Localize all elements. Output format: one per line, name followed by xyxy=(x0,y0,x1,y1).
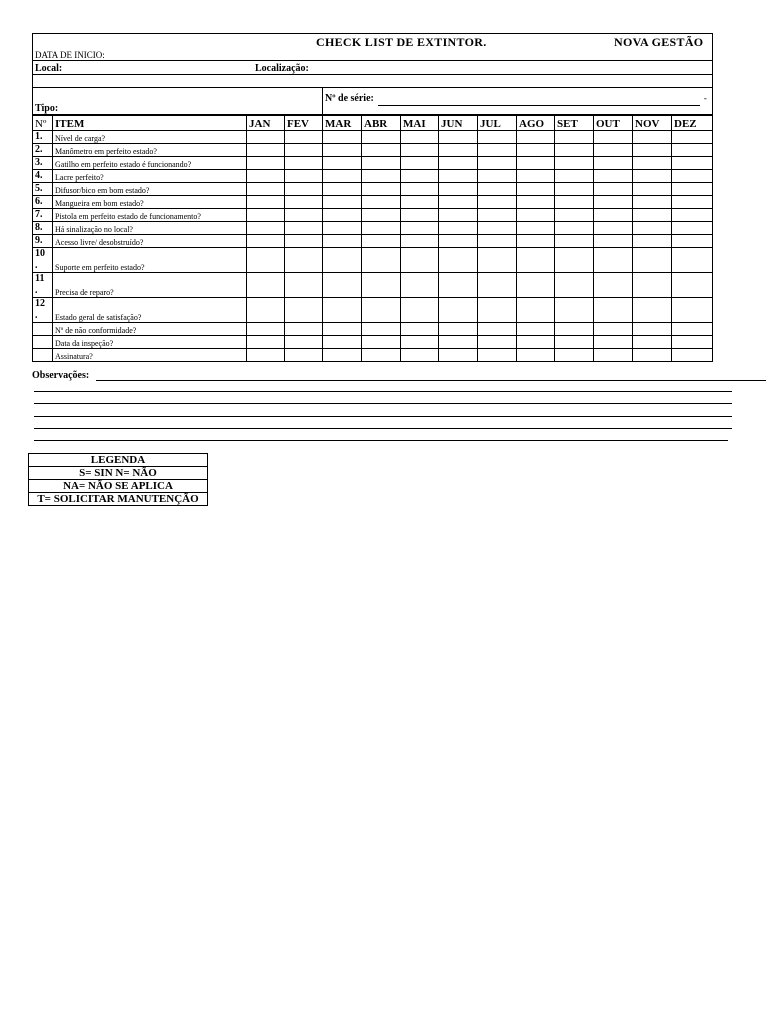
month-header: JUL xyxy=(478,116,517,131)
month-cell[interactable] xyxy=(323,323,362,336)
month-cell[interactable] xyxy=(478,248,517,273)
row-item: Pistola em perfeito estado de funcionamento? xyxy=(53,209,247,222)
month-cell[interactable] xyxy=(594,222,633,235)
row-number: 9. xyxy=(33,235,53,248)
observacoes-line xyxy=(34,428,732,429)
month-cell[interactable] xyxy=(672,131,713,144)
month-cell[interactable] xyxy=(285,235,323,248)
month-cell[interactable] xyxy=(672,144,713,157)
month-cell[interactable] xyxy=(478,209,517,222)
month-cell[interactable] xyxy=(633,131,672,144)
month-cell[interactable] xyxy=(555,157,594,170)
table-row xyxy=(33,144,713,157)
month-cell[interactable] xyxy=(594,323,633,336)
month-cell[interactable] xyxy=(517,170,555,183)
month-cell[interactable] xyxy=(439,336,478,349)
title-row xyxy=(33,34,713,61)
month-cell[interactable] xyxy=(633,235,672,248)
month-cell[interactable] xyxy=(362,131,401,144)
month-cell[interactable] xyxy=(478,144,517,157)
table-row xyxy=(33,349,713,362)
month-cell[interactable] xyxy=(439,157,478,170)
month-cell[interactable] xyxy=(594,336,633,349)
month-cell[interactable] xyxy=(401,144,439,157)
month-cell[interactable] xyxy=(362,157,401,170)
month-cell[interactable] xyxy=(633,248,672,273)
col-num-header: Nº xyxy=(33,116,53,131)
month-cell[interactable] xyxy=(247,131,285,144)
month-cell[interactable] xyxy=(247,170,285,183)
local-label: Local: xyxy=(35,63,63,74)
month-cell[interactable] xyxy=(478,196,517,209)
observacoes-line xyxy=(34,403,732,404)
data-inicio-label: DATA DE INICIO: xyxy=(35,50,105,60)
table-row xyxy=(33,235,713,248)
month-cell[interactable] xyxy=(401,336,439,349)
row-number: 8. xyxy=(33,222,53,235)
local-row xyxy=(33,61,713,75)
month-cell[interactable] xyxy=(247,222,285,235)
month-cell[interactable] xyxy=(439,170,478,183)
month-cell[interactable] xyxy=(323,183,362,196)
month-cell[interactable] xyxy=(478,336,517,349)
month-cell[interactable] xyxy=(555,273,594,298)
month-cell[interactable] xyxy=(517,273,555,298)
month-cell[interactable] xyxy=(439,196,478,209)
tipo-cell xyxy=(33,88,323,115)
month-cell[interactable] xyxy=(517,298,555,323)
table-row xyxy=(33,131,713,144)
month-cell[interactable] xyxy=(594,209,633,222)
month-cell[interactable] xyxy=(247,144,285,157)
month-cell[interactable] xyxy=(401,235,439,248)
month-cell[interactable] xyxy=(362,209,401,222)
table-row xyxy=(33,248,713,273)
month-cell[interactable] xyxy=(285,170,323,183)
month-cell[interactable] xyxy=(555,336,594,349)
month-cell[interactable] xyxy=(362,349,401,362)
month-cell[interactable] xyxy=(285,222,323,235)
table-row xyxy=(33,170,713,183)
month-cell[interactable] xyxy=(594,170,633,183)
month-cell[interactable] xyxy=(478,157,517,170)
row-item: Data da inspeção? xyxy=(53,336,247,349)
month-cell[interactable] xyxy=(247,323,285,336)
month-cell[interactable] xyxy=(594,196,633,209)
month-cell[interactable] xyxy=(672,235,713,248)
month-cell[interactable] xyxy=(401,170,439,183)
table-row xyxy=(33,336,713,349)
month-cell[interactable] xyxy=(594,144,633,157)
month-cell[interactable] xyxy=(594,131,633,144)
month-cell[interactable] xyxy=(478,222,517,235)
month-cell[interactable] xyxy=(555,248,594,273)
month-cell[interactable] xyxy=(594,183,633,196)
table-row xyxy=(33,196,713,209)
month-cell[interactable] xyxy=(285,183,323,196)
month-cell[interactable] xyxy=(247,183,285,196)
month-cell[interactable] xyxy=(285,157,323,170)
row-item: Nº de não conformidade? xyxy=(53,323,247,336)
month-cell[interactable] xyxy=(323,170,362,183)
month-cell[interactable] xyxy=(633,273,672,298)
month-cell[interactable] xyxy=(517,235,555,248)
row-item: Precisa de reparo? xyxy=(53,273,247,298)
row-item: Nível de carga? xyxy=(53,131,247,144)
month-cell[interactable] xyxy=(247,273,285,298)
month-cell[interactable] xyxy=(672,170,713,183)
row-item: Há sinalização no local? xyxy=(53,222,247,235)
table-row xyxy=(33,157,713,170)
serie-underline xyxy=(378,95,700,106)
month-cell[interactable] xyxy=(555,222,594,235)
month-cell[interactable] xyxy=(555,349,594,362)
month-cell[interactable] xyxy=(517,183,555,196)
row-item: Assinatura? xyxy=(53,349,247,362)
month-cell[interactable] xyxy=(285,273,323,298)
table-row xyxy=(33,273,713,298)
month-cell[interactable] xyxy=(247,298,285,323)
month-cell[interactable] xyxy=(517,323,555,336)
month-cell[interactable] xyxy=(247,157,285,170)
month-cell[interactable] xyxy=(633,183,672,196)
month-cell[interactable] xyxy=(362,323,401,336)
month-cell[interactable] xyxy=(478,349,517,362)
month-cell[interactable] xyxy=(633,209,672,222)
month-cell[interactable] xyxy=(247,209,285,222)
month-cell[interactable] xyxy=(439,183,478,196)
observacoes-label: Observações: xyxy=(32,370,90,381)
legend-line: NA= NÃO SE APLICA xyxy=(29,480,208,493)
month-cell[interactable] xyxy=(672,349,713,362)
month-cell[interactable] xyxy=(672,196,713,209)
row-item: Gatilho em perfeito estado é funcionando? xyxy=(53,157,247,170)
month-cell[interactable] xyxy=(555,131,594,144)
month-cell[interactable] xyxy=(672,323,713,336)
table-header-row xyxy=(33,116,713,131)
brand-name: NOVA GESTÃO xyxy=(614,35,704,49)
month-cell[interactable] xyxy=(478,235,517,248)
month-cell[interactable] xyxy=(401,298,439,323)
month-cell[interactable] xyxy=(517,336,555,349)
row-number: 11 . xyxy=(33,273,53,298)
observacoes-line xyxy=(96,380,766,381)
row-number: 6. xyxy=(33,196,53,209)
row-item: Acesso livre/ desobstruído? xyxy=(53,235,247,248)
month-cell[interactable] xyxy=(633,349,672,362)
month-cell[interactable] xyxy=(362,222,401,235)
month-cell[interactable] xyxy=(247,248,285,273)
checklist-table xyxy=(32,115,713,362)
month-cell[interactable] xyxy=(247,235,285,248)
month-cell[interactable] xyxy=(633,196,672,209)
month-cell[interactable] xyxy=(401,157,439,170)
row-number xyxy=(33,336,53,349)
month-cell[interactable] xyxy=(362,336,401,349)
month-cell[interactable] xyxy=(439,235,478,248)
month-cell[interactable] xyxy=(401,209,439,222)
month-cell[interactable] xyxy=(478,170,517,183)
month-cell[interactable] xyxy=(555,298,594,323)
month-cell[interactable] xyxy=(323,298,362,323)
row-number: 4. xyxy=(33,170,53,183)
month-cell[interactable] xyxy=(439,144,478,157)
month-cell[interactable] xyxy=(594,235,633,248)
serie-trailing: - xyxy=(703,93,707,103)
month-cell[interactable] xyxy=(517,144,555,157)
month-cell[interactable] xyxy=(517,222,555,235)
month-cell[interactable] xyxy=(594,349,633,362)
month-header: JAN xyxy=(247,116,285,131)
blank-row xyxy=(33,75,713,88)
month-cell[interactable] xyxy=(672,273,713,298)
month-cell[interactable] xyxy=(555,235,594,248)
month-cell[interactable] xyxy=(323,144,362,157)
month-cell[interactable] xyxy=(285,131,323,144)
legend-line: S= SIN N= NÃO xyxy=(29,467,208,480)
month-cell[interactable] xyxy=(517,349,555,362)
month-cell[interactable] xyxy=(285,209,323,222)
month-cell[interactable] xyxy=(362,196,401,209)
month-cell[interactable] xyxy=(478,273,517,298)
month-cell[interactable] xyxy=(672,209,713,222)
legend-title: LEGENDA xyxy=(29,454,208,467)
month-cell[interactable] xyxy=(517,209,555,222)
month-cell[interactable] xyxy=(362,273,401,298)
month-cell[interactable] xyxy=(555,209,594,222)
month-cell[interactable] xyxy=(633,298,672,323)
header-table xyxy=(32,33,713,115)
month-cell[interactable] xyxy=(323,131,362,144)
month-cell[interactable] xyxy=(478,298,517,323)
month-header: JUN xyxy=(439,116,478,131)
month-cell[interactable] xyxy=(285,298,323,323)
legend-box xyxy=(28,453,208,506)
row-item: Estado geral de satisfação? xyxy=(53,298,247,323)
month-cell[interactable] xyxy=(285,323,323,336)
row-number: 3. xyxy=(33,157,53,170)
month-cell[interactable] xyxy=(323,349,362,362)
month-cell[interactable] xyxy=(401,131,439,144)
month-cell[interactable] xyxy=(285,336,323,349)
row-item: Manômetro em perfeito estado? xyxy=(53,144,247,157)
month-cell[interactable] xyxy=(633,222,672,235)
serie-label: Nº de série: xyxy=(325,93,374,104)
month-cell[interactable] xyxy=(672,157,713,170)
month-cell[interactable] xyxy=(439,273,478,298)
month-cell[interactable] xyxy=(439,298,478,323)
serie-cell xyxy=(323,88,713,115)
table-row xyxy=(33,298,713,323)
tipo-label: Tipo: xyxy=(35,103,59,114)
month-cell[interactable] xyxy=(633,170,672,183)
month-cell[interactable] xyxy=(439,131,478,144)
row-number xyxy=(33,349,53,362)
observacoes-line xyxy=(34,416,732,417)
month-cell[interactable] xyxy=(439,248,478,273)
month-cell[interactable] xyxy=(672,248,713,273)
month-cell[interactable] xyxy=(285,196,323,209)
month-cell[interactable] xyxy=(478,323,517,336)
month-cell[interactable] xyxy=(594,157,633,170)
month-cell[interactable] xyxy=(247,336,285,349)
month-cell[interactable] xyxy=(323,248,362,273)
month-cell[interactable] xyxy=(401,273,439,298)
month-cell[interactable] xyxy=(478,131,517,144)
observacoes-line xyxy=(34,440,728,441)
month-header: MAI xyxy=(401,116,439,131)
month-cell[interactable] xyxy=(439,222,478,235)
month-cell[interactable] xyxy=(672,183,713,196)
month-cell[interactable] xyxy=(439,209,478,222)
month-cell[interactable] xyxy=(672,298,713,323)
month-cell[interactable] xyxy=(633,144,672,157)
localizacao-label: Localização: xyxy=(255,63,309,74)
month-cell[interactable] xyxy=(285,248,323,273)
month-header: FEV xyxy=(285,116,323,131)
month-cell[interactable] xyxy=(594,298,633,323)
month-cell[interactable] xyxy=(517,157,555,170)
row-item: Mangueira em bom estado? xyxy=(53,196,247,209)
table-row xyxy=(33,183,713,196)
month-cell[interactable] xyxy=(439,349,478,362)
page-title: CHECK LIST DE EXTINTOR. xyxy=(316,35,487,49)
month-cell[interactable] xyxy=(633,336,672,349)
row-number: 12 . xyxy=(33,298,53,323)
row-item: Suporte em perfeito estado? xyxy=(53,248,247,273)
month-header: DEZ xyxy=(672,116,713,131)
row-number: 1. xyxy=(33,131,53,144)
month-cell[interactable] xyxy=(323,157,362,170)
checklist-sheet xyxy=(32,33,712,362)
month-cell[interactable] xyxy=(362,248,401,273)
month-cell[interactable] xyxy=(555,196,594,209)
table-row xyxy=(33,323,713,336)
row-number: 5. xyxy=(33,183,53,196)
observacoes-line xyxy=(34,391,732,392)
month-cell[interactable] xyxy=(555,170,594,183)
month-cell[interactable] xyxy=(362,170,401,183)
month-cell[interactable] xyxy=(323,336,362,349)
month-cell[interactable] xyxy=(555,323,594,336)
month-cell[interactable] xyxy=(323,209,362,222)
month-header: NOV xyxy=(633,116,672,131)
month-cell[interactable] xyxy=(555,144,594,157)
month-cell[interactable] xyxy=(594,273,633,298)
month-cell[interactable] xyxy=(323,235,362,248)
month-cell[interactable] xyxy=(439,323,478,336)
row-number xyxy=(33,323,53,336)
row-item: Lacre perfeito? xyxy=(53,170,247,183)
month-cell[interactable] xyxy=(323,196,362,209)
month-cell[interactable] xyxy=(323,273,362,298)
month-cell[interactable] xyxy=(633,323,672,336)
month-cell[interactable] xyxy=(285,144,323,157)
month-cell[interactable] xyxy=(401,222,439,235)
month-cell[interactable] xyxy=(247,349,285,362)
row-item: Difusor/bico em bom estado? xyxy=(53,183,247,196)
month-cell[interactable] xyxy=(517,248,555,273)
month-header: MAR xyxy=(323,116,362,131)
month-cell[interactable] xyxy=(323,222,362,235)
month-cell[interactable] xyxy=(401,183,439,196)
table-row xyxy=(33,222,713,235)
month-header: OUT xyxy=(594,116,633,131)
month-cell[interactable] xyxy=(362,183,401,196)
month-header: SET xyxy=(555,116,594,131)
month-cell[interactable] xyxy=(478,183,517,196)
month-cell[interactable] xyxy=(401,349,439,362)
month-cell[interactable] xyxy=(362,298,401,323)
month-header: ABR xyxy=(362,116,401,131)
row-number: 10 . xyxy=(33,248,53,273)
row-number: 2. xyxy=(33,144,53,157)
month-cell[interactable] xyxy=(247,196,285,209)
month-cell[interactable] xyxy=(401,323,439,336)
row-number: 7. xyxy=(33,209,53,222)
col-item-header: ITEM xyxy=(53,116,247,131)
month-cell[interactable] xyxy=(517,196,555,209)
month-cell[interactable] xyxy=(285,349,323,362)
month-cell[interactable] xyxy=(672,222,713,235)
legend-line: T= SOLICITAR MANUTENÇÃO xyxy=(29,493,208,506)
month-cell[interactable] xyxy=(633,157,672,170)
month-cell[interactable] xyxy=(517,131,555,144)
month-cell[interactable] xyxy=(672,336,713,349)
month-cell[interactable] xyxy=(594,248,633,273)
month-cell[interactable] xyxy=(362,235,401,248)
month-cell[interactable] xyxy=(362,144,401,157)
month-header: AGO xyxy=(517,116,555,131)
month-cell[interactable] xyxy=(401,248,439,273)
month-cell[interactable] xyxy=(555,183,594,196)
table-row xyxy=(33,209,713,222)
month-cell[interactable] xyxy=(401,196,439,209)
